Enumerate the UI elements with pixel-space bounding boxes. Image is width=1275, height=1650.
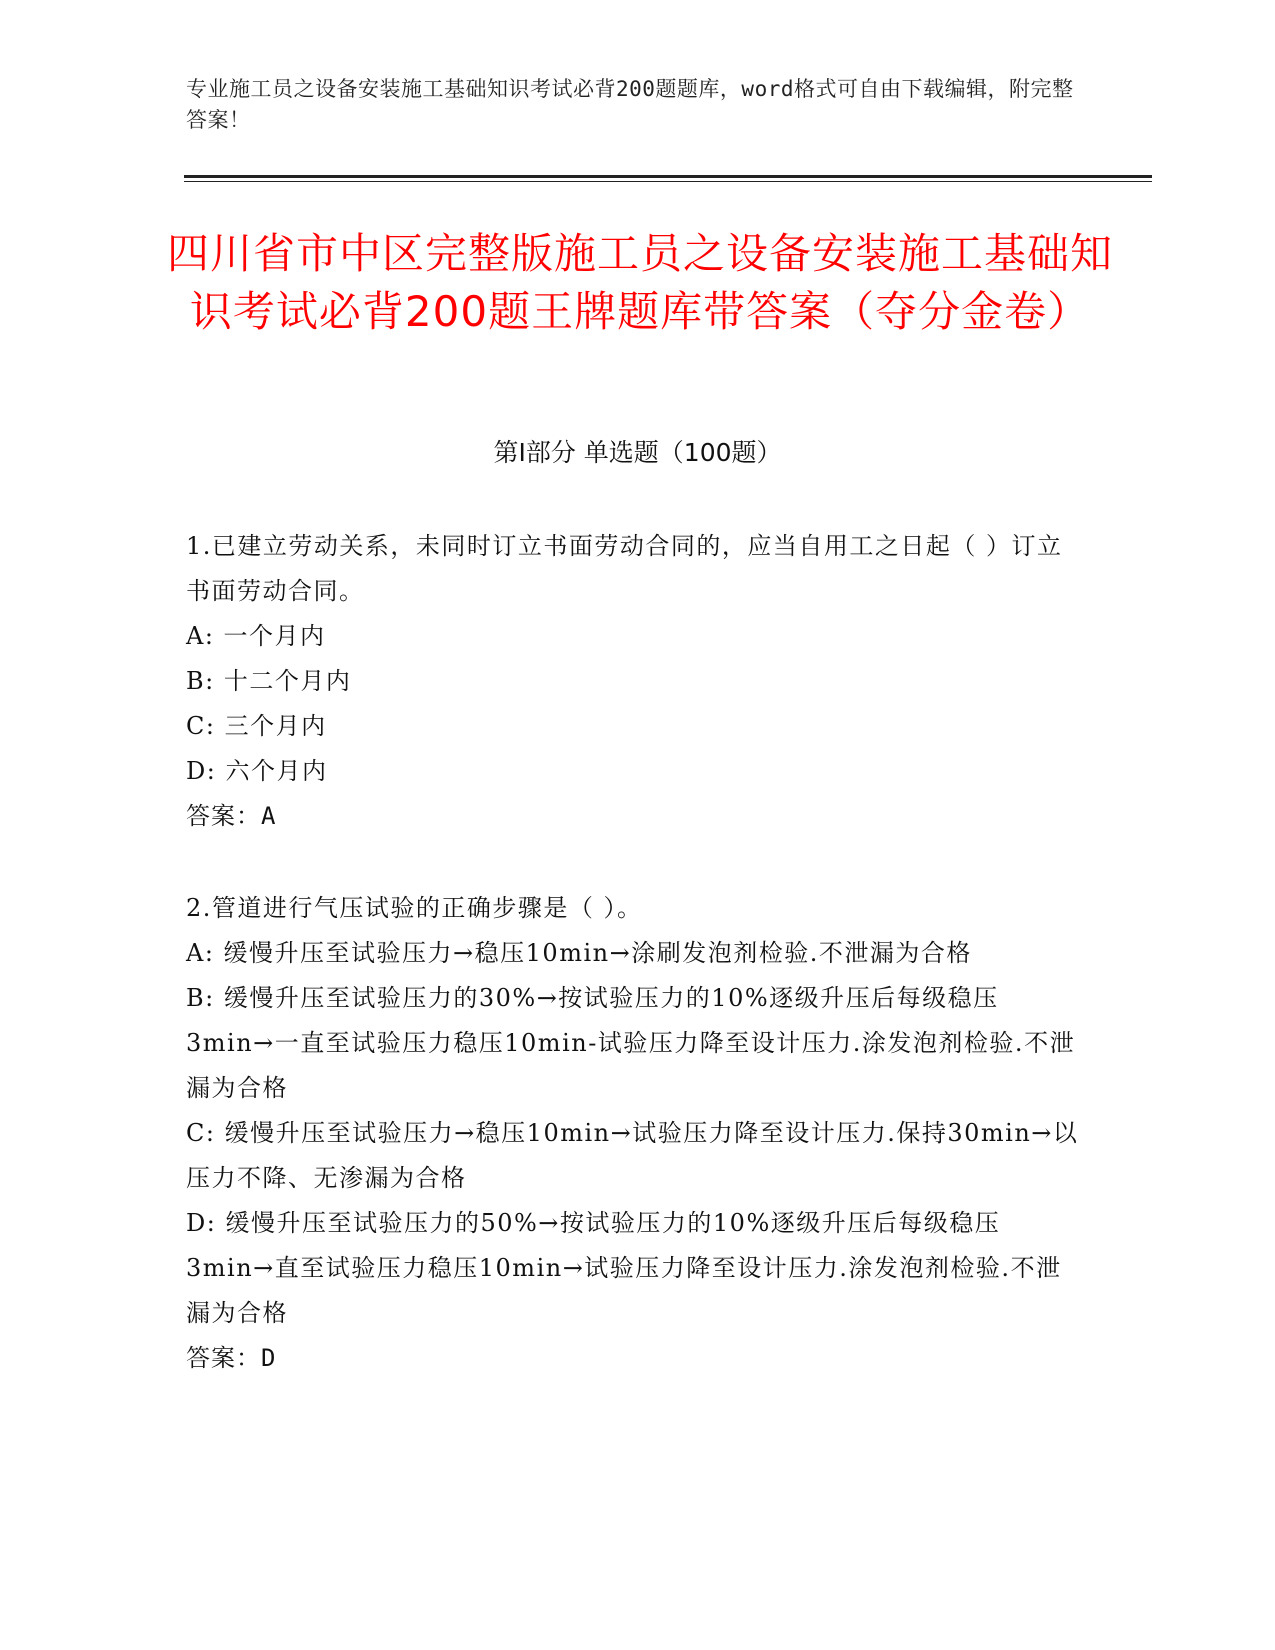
answer-value: D (261, 1344, 277, 1372)
option-c: C: 三个月内 (186, 712, 327, 740)
option-a: A: 一个月内 (186, 622, 326, 650)
answer-line (186, 1336, 1086, 1381)
option-c: C: 缓慢升压至试验压力→稳压10min→试验压力降至设计压力.保持30min→以压力不降、无渗漏为合格 (186, 1119, 1079, 1192)
answer-label: 答案： (186, 802, 261, 830)
question-1 (186, 524, 1086, 839)
header-note: 专业施工员之设备安装施工基础知识考试必背200题题库，word格式可自由下载编辑，附完整答案！ (186, 77, 1074, 132)
option-b: B: 十二个月内 (186, 667, 352, 695)
answer-value: A (261, 802, 277, 830)
section-heading: 第I部分 单选题（100题） (493, 438, 782, 467)
question-stem: 2.管道进行气压试验的正确步骤是（ ）。 (186, 894, 643, 922)
option-d: D: 六个月内 (186, 757, 328, 785)
answer-line (186, 794, 1086, 839)
option-b: B: 缓慢升压至试验压力的30%→按试验压力的10%逐级升压后每级稳压3min→一直至试验压力稳压10min-试验压力降至设计压力.涂发泡剂检验.不泄漏为合格 (186, 984, 1076, 1102)
option-a: A: 缓慢升压至试验压力→稳压10min→涂刷发泡剂检验.不泄漏为合格 (186, 939, 972, 967)
question-stem: 1.已建立劳动关系，未同时订立书面劳动合同的，应当自用工之日起（ ）订立书面劳动合同。 (186, 532, 1063, 605)
header-divider-thick (184, 175, 1152, 178)
header-divider-thin (184, 181, 1152, 182)
answer-label: 答案： (186, 1344, 261, 1372)
document-title: 四川省市中区完整版施工员之设备安装施工基础知识考试必背200题王牌题库带答案（夺分金卷） (166, 229, 1113, 336)
question-2 (186, 886, 1086, 1381)
option-d: D: 缓慢升压至试验压力的50%→按试验压力的10%逐级升压后每级稳压3min→直至试验压力稳压10min→试验压力降至设计压力.涂发泡剂检验.不泄漏为合格 (186, 1209, 1062, 1327)
